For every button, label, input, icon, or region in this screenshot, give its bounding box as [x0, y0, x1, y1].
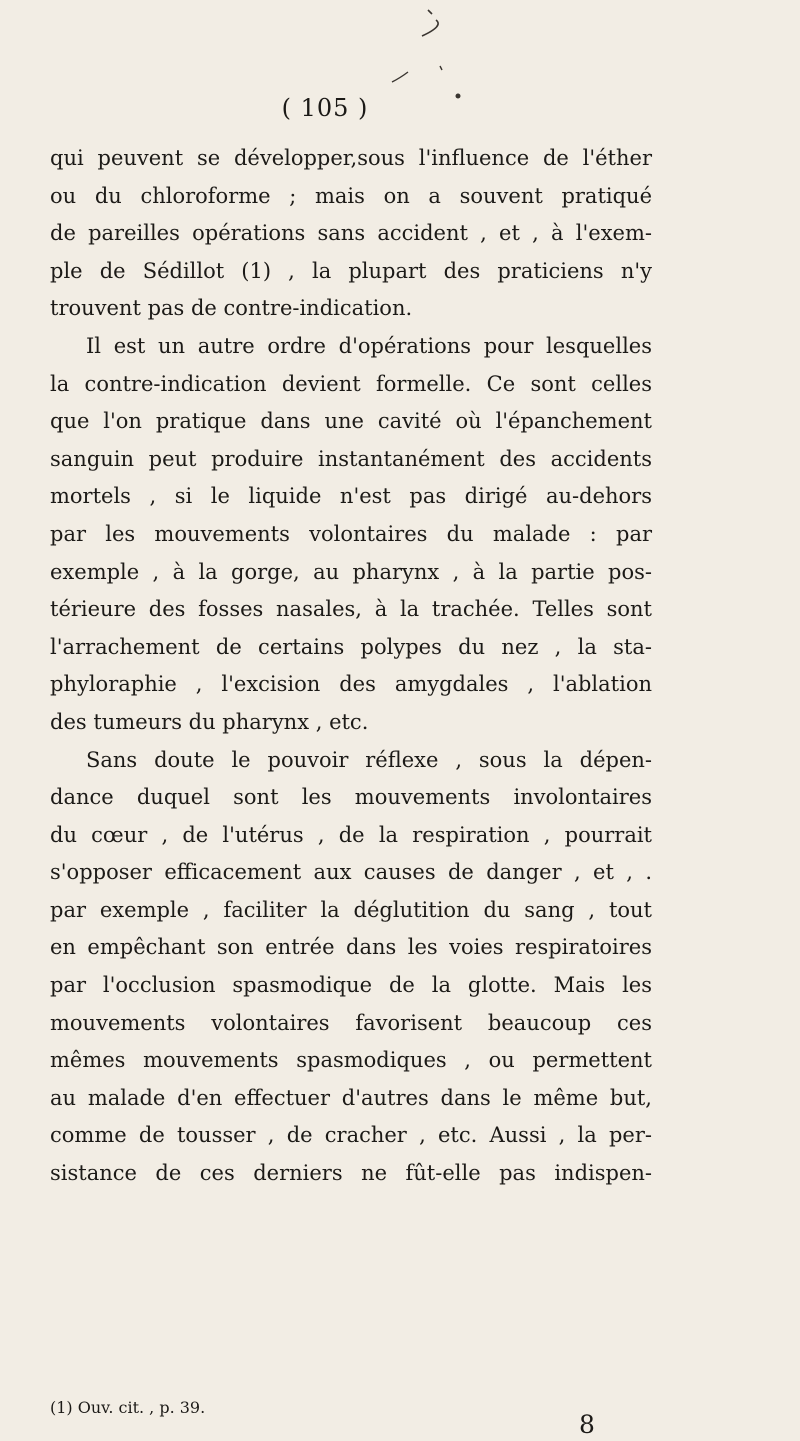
text-line: sistance de ces derniers ne fût-elle pas indispen-	[50, 1161, 652, 1186]
text-line: des tumeurs du pharynx , etc.	[50, 709, 369, 734]
text-line: mortels , si le liquide n'est pas dirigé au-dehors	[50, 484, 652, 509]
page-number: ( 105 )	[281, 94, 369, 122]
text-line: mouvements volontaires favorisent beaucoup ces	[50, 1010, 652, 1035]
text-line: Il est un autre ordre d'opérations pour lesquelles	[86, 333, 652, 358]
text-line: dance duquel sont les mouvements involontaires	[50, 785, 652, 810]
text-line: trouvent pas de contre-indication.	[50, 296, 413, 321]
text-line: comme de tousser , de cracher , etc. Aussi , la per-	[50, 1123, 652, 1148]
text-line: de pareilles opérations sans accident , et , à l'exem-	[50, 221, 652, 246]
text-line: mêmes mouvements spasmodiques , ou permettent	[50, 1048, 652, 1073]
text-line: exemple , à la gorge, au pharynx , à la partie pos-	[50, 559, 652, 584]
body-text	[50, 140, 652, 1193]
text-line: au malade d'en effectuer d'autres dans le même but,	[50, 1085, 652, 1110]
text-line: térieure des fosses nasales, à la trachée. Telles sont	[50, 597, 652, 622]
text-line: qui peuvent se développer,sous l'influence de l'éther	[50, 146, 652, 170]
text-line: par l'occlusion spasmodique de la glotte. Mais les	[50, 973, 652, 998]
text-line: du cœur , de l'utérus , de la respiration , pourrait	[50, 822, 652, 847]
footnote: (1) Ouv. cit. , p. 39.	[50, 1398, 206, 1417]
text-line: ple de Sédillot (1) , la plupart des praticiens n'y	[50, 258, 652, 283]
text-line: en empêchant son entrée dans les voies respiratoires	[50, 935, 652, 960]
text-line: par les mouvements volontaires du malade : par	[50, 521, 652, 546]
text-line: phyloraphie , l'excision des amygdales , l'ablation	[50, 672, 652, 697]
text-line: sanguin peut produire instantanément des accidents	[50, 446, 652, 471]
text-line: Sans doute le pouvoir réflexe , sous la dépen-	[86, 747, 652, 772]
text-line: que l'on pratique dans une cavité où l'épanchement	[50, 409, 652, 434]
text-line: l'arrachement de certains polypes du nez , la sta-	[50, 634, 652, 659]
text-line: la contre-indication devient formelle. Ce sont celles	[50, 371, 652, 396]
signature-mark: 8	[579, 1410, 595, 1439]
text-line: ou du chloroforme ; mais on a souvent pratiqué	[50, 183, 652, 208]
text-line: s'opposer efficacement aux causes de danger , et , .	[50, 860, 652, 885]
text-line: par exemple , faciliter la déglutition du sang , tout	[50, 897, 652, 922]
